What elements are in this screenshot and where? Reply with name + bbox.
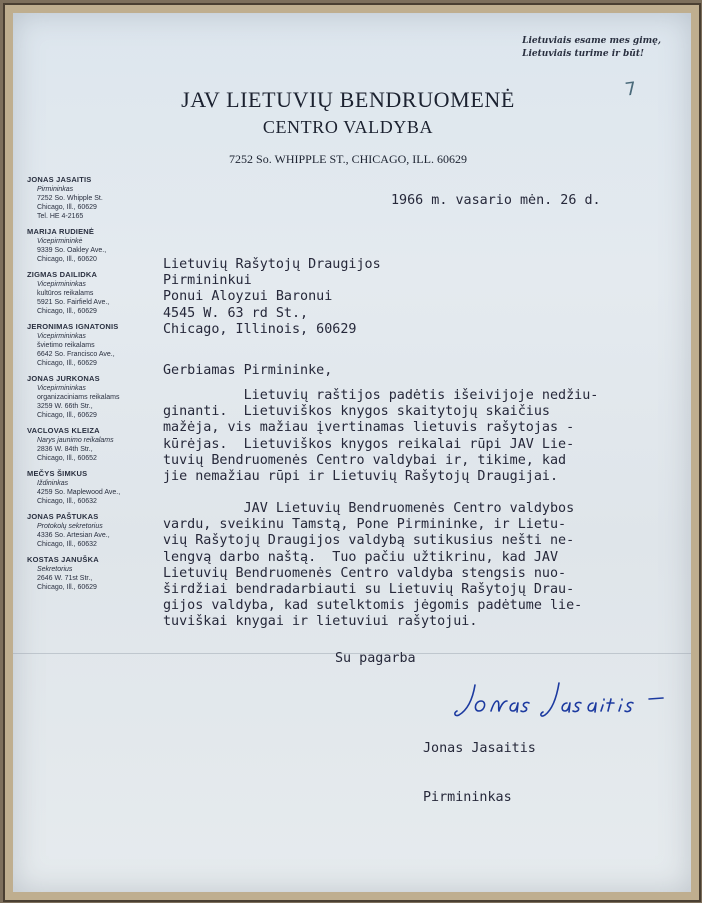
signer-title: Pirmininkas: [423, 790, 512, 806]
paragraph-line: vių Rašytojų Draugijos valdybą sutikusius nešti ne-: [163, 533, 575, 549]
member-address-line: 4336 So. Artesian Ave.,: [37, 532, 110, 539]
board-member: [27, 426, 157, 463]
member-name: JONAS JASAITIS: [27, 175, 92, 184]
member-role: Vicepirmininkas: [37, 281, 86, 288]
salutation: Gerbiamas Pirmininke,: [163, 363, 333, 378]
recipient-block: [163, 257, 381, 338]
organization-unit: CENTRO VALDYBA: [262, 117, 434, 137]
closing: Su pagarba: [335, 651, 416, 666]
member-role: Narys jaunimo reikalams: [37, 437, 114, 444]
letter-page: [13, 13, 691, 892]
member-address-line: 2646 W. 71st Str.,: [37, 575, 93, 582]
recipient-line: Lietuvių Rašytojų Draugijos: [163, 257, 381, 272]
paragraph-line: tuviškai knygai ir lietuviui rašytojui.: [163, 614, 478, 630]
member-role: Sekretorius: [37, 566, 73, 573]
paragraph-1: [163, 388, 598, 485]
member-address-line: 4259 So. Maplewood Ave.,: [37, 489, 121, 496]
board-member: [27, 555, 157, 592]
member-name: MARIJA RUDIENĖ: [27, 227, 95, 236]
board-member: [27, 512, 157, 549]
member-name: KOSTAS JANUŠKA: [27, 555, 99, 564]
motto-line: Lietuviais esame mes gimę,: [522, 36, 661, 46]
letter-date: 1966 m. vasario mėn. 26 d.: [391, 193, 601, 208]
member-address-line: Chicago, Ill., 60629: [37, 412, 97, 419]
motto: [522, 35, 661, 61]
member-name: MEČYS ŠIMKUS: [27, 469, 88, 478]
paragraph-line: tuvių Bendruomenės Centro valdybai ir, tikime, kad: [163, 452, 567, 468]
paragraph-line: ginanti. Lietuviškos knygos skaitytojų skaičius: [163, 404, 550, 420]
paragraph-2: [163, 501, 582, 631]
paragraph-line: Lietuvių raštijos padėtis išeivijoje nedžiu-: [163, 388, 599, 403]
member-name: ZIGMAS DAILIDKA: [27, 270, 98, 279]
motto-line: Lietuviais turime ir būt!: [522, 49, 644, 59]
paragraph-line: vardu, sveikinu Tamstą, Pone Pirmininke, ir Lietu-: [163, 517, 567, 533]
member-address-line: 9339 So. Oakley Ave.,: [37, 247, 107, 254]
member-address-line: organizaciniams reikalams: [37, 394, 120, 401]
page-number-mark: 7: [623, 78, 638, 101]
member-role: Vicepirmininkas: [37, 385, 86, 392]
member-address-line: 5921 So. Fairfield Ave.,: [37, 299, 110, 306]
member-address-line: Chicago, Ill., 60629: [37, 308, 97, 315]
board-member: [27, 469, 157, 506]
board-members-sidebar: [27, 175, 157, 598]
paragraph-line: Lietuvių Bendruomenės Centro valdyba stengsis nuo-: [163, 565, 567, 581]
recipient-line: Chicago, Illinois, 60629: [163, 321, 357, 337]
paragraph-line: jie nemažiau rūpi ir Lietuvių Rašytojų Draugijai.: [163, 469, 559, 485]
paragraph-line: širdžiai bendradarbiauti su Lietuvių Rašytojų Drau-: [163, 582, 575, 598]
member-address-line: Chicago, Ill., 60632: [37, 498, 97, 505]
paragraph-line: JAV Lietuvių Bendruomenės Centro valdybos: [163, 501, 575, 516]
recipient-line: Ponui Aloyzui Baronui: [163, 289, 333, 305]
member-address-line: 7252 So. Whipple St.: [37, 195, 103, 202]
member-role: Iždininkas: [37, 480, 69, 487]
board-member: [27, 374, 157, 420]
member-address-line: Chicago, Ill., 60652: [37, 455, 97, 462]
board-member: [27, 227, 157, 264]
paragraph-line: gijos valdyba, kad sutelktomis jėgomis padėtume lie-: [163, 598, 583, 614]
member-role: Protokolų sekretorius: [37, 523, 103, 530]
board-member: [27, 322, 157, 368]
member-role: Vicepirmininkė: [37, 238, 83, 245]
member-address-line: Tel. HE 4-2165: [37, 213, 84, 220]
letterhead: [13, 87, 691, 167]
paragraph-line: kūrėjas. Lietuviškos knygos reikalai rūpi JAV Lie-: [163, 436, 575, 452]
photo-frame: [3, 3, 701, 902]
member-name: VACLOVAS KLEIZA: [27, 426, 100, 435]
member-address-line: švietimo reikalams: [37, 342, 95, 349]
member-address-line: Chicago, Ill., 60629: [37, 360, 97, 367]
member-address-line: 3259 W. 66th Str.,: [37, 403, 93, 410]
member-name: JERONIMAS IGNATONIS: [27, 322, 119, 331]
member-address-line: Chicago, Ill., 60632: [37, 541, 97, 548]
board-member: [27, 270, 157, 316]
member-address-line: Chicago, Ill., 60620: [37, 256, 97, 263]
member-address-line: 2836 W. 84th Str.,: [37, 446, 93, 453]
member-address-line: Chicago, Ill., 60629: [37, 584, 97, 591]
member-name: JONAS JURKONAS: [27, 374, 100, 383]
member-address-line: kultūros reikalams: [37, 290, 94, 297]
paragraph-line: mažėja, vis mažiau įvertinamas lietuvis rašytojas -: [163, 420, 575, 436]
member-name: JONAS PAŠTUKAS: [27, 512, 99, 521]
board-member: [27, 175, 157, 221]
member-address-line: Chicago, Ill., 60629: [37, 204, 97, 211]
member-role: Pirmininkas: [37, 186, 74, 193]
paragraph-line: lengvą darbo naštą. Tuo pačiu užtikrinu, kad JAV: [163, 549, 559, 565]
signer-block: [423, 709, 536, 839]
recipient-line: Pirmininkui: [163, 273, 252, 289]
member-address-line: 6642 So. Francisco Ave.,: [37, 351, 115, 358]
letterhead-address: 7252 So. WHIPPLE ST., CHICAGO, ILL. 60629: [229, 152, 467, 166]
signer-name: Jonas Jasaitis: [423, 741, 536, 757]
member-role: Vicepirmininkas: [37, 333, 86, 340]
organization-name: JAV LIETUVIŲ BENDRUOMENĖ: [181, 87, 515, 112]
recipient-line: 4545 W. 63 rd St.,: [163, 305, 309, 321]
